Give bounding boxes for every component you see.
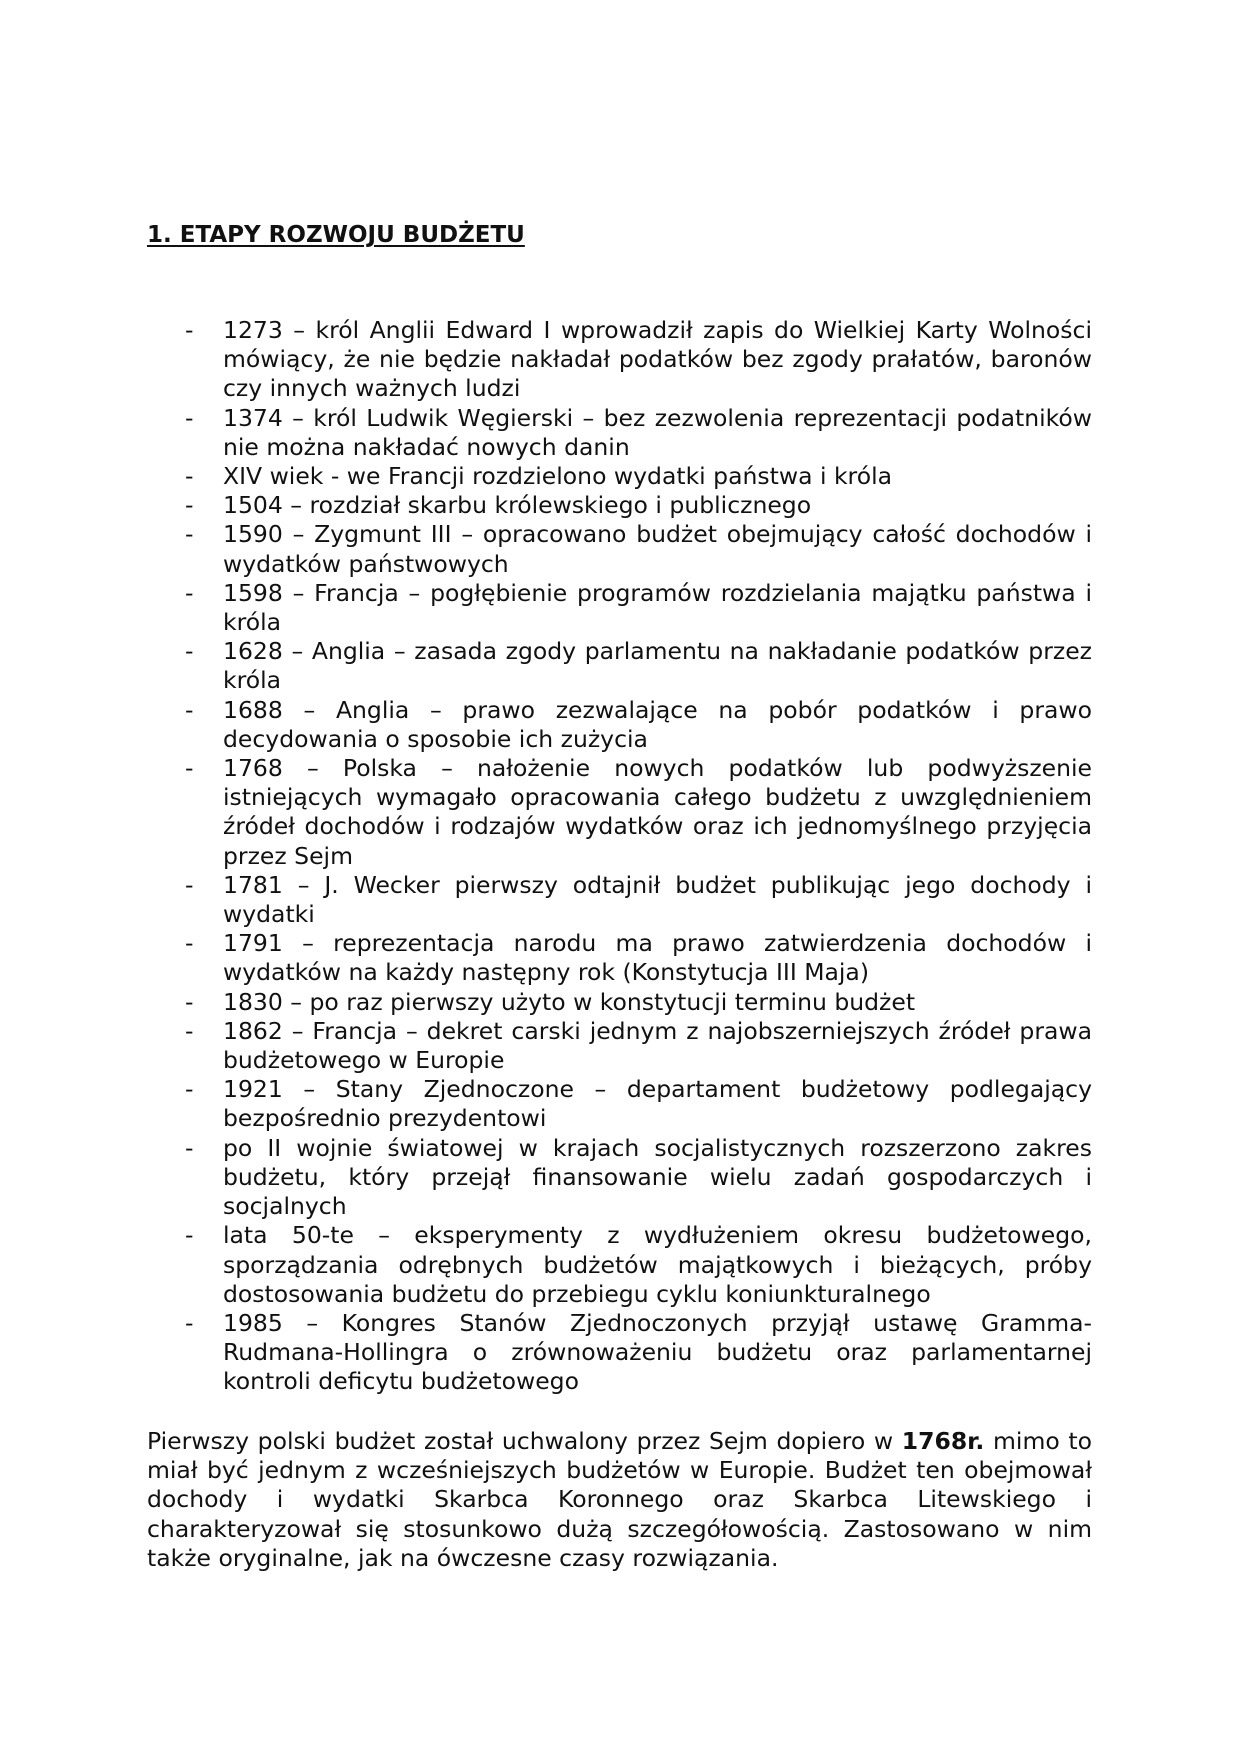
bullet-marker: - bbox=[185, 695, 194, 724]
timeline-item bbox=[185, 637, 1092, 695]
timeline-item-text: 1374 – król Ludwik Węgierski – bez zezwolenia reprezentacji podatników nie można nakładać nowych danin bbox=[223, 403, 1092, 461]
timeline-item-text: 1791 – reprezentacja narodu ma prawo zatwierdzenia dochodów i wydatków na każdy następny rok (Konstytucja III Maja) bbox=[223, 929, 1092, 987]
timeline-item bbox=[185, 1017, 1092, 1075]
bullet-marker: - bbox=[185, 462, 194, 491]
section-heading: 1. ETAPY ROZWOJU BUDŻETU bbox=[147, 222, 525, 248]
timeline-item bbox=[185, 491, 1092, 520]
bullet-marker: - bbox=[185, 1133, 194, 1162]
bullet-marker: - bbox=[185, 637, 194, 666]
timeline-item-text: 1688 – Anglia – prawo zezwalające na pobór podatków i prawo decydowania o sposobie ich zużycia bbox=[223, 695, 1092, 753]
timeline-item-text: XIV wiek - we Francji rozdzielono wydatki państwa i króla bbox=[223, 462, 893, 491]
timeline-item-text: 1830 – po raz pierwszy użyto w konstytucji terminu budżet bbox=[223, 987, 916, 1016]
timeline-item bbox=[185, 1134, 1092, 1222]
timeline-item bbox=[185, 696, 1092, 754]
bullet-marker: - bbox=[185, 316, 194, 344]
timeline-item-text: 1598 – Francja – pogłębienie programów rozdzielania majątku państwa i króla bbox=[223, 578, 1092, 637]
bullet-marker: - bbox=[185, 491, 194, 520]
timeline-item-text: 1768 – Polska – nałożenie nowych podatków lub podwyższenie istniejących wymagało opracowania całego budżetu z uwzględnieniem źródeł dochodów i rodzajów wydatków oraz ich jednomyślnego przyjęcia przez Sejm bbox=[223, 754, 1092, 870]
timeline-item-text: 1590 – Zygmunt III – opracowano budżet obejmujący całość dochodów i wydatków państwowych bbox=[223, 520, 1092, 578]
timeline-item bbox=[185, 462, 1092, 491]
timeline-item-text: 1628 – Anglia – zasada zgody parlamentu na nakładanie podatków przez króla bbox=[223, 637, 1092, 695]
timeline-item bbox=[185, 871, 1092, 929]
timeline-item bbox=[185, 579, 1092, 637]
timeline-item bbox=[185, 316, 1092, 404]
timeline-item bbox=[185, 1221, 1092, 1309]
bullet-marker: - bbox=[185, 578, 194, 607]
timeline-item bbox=[185, 404, 1092, 462]
bullet-marker: - bbox=[185, 1016, 194, 1045]
closing-text-before: Pierwszy polski budżet został uchwalony przez Sejm dopiero w bbox=[147, 1427, 902, 1455]
timeline-item-text: 1862 – Francja – dekret carski jednym z najobszerniejszych źródeł prawa budżetowego w Europie bbox=[223, 1016, 1092, 1075]
timeline-item bbox=[185, 1309, 1092, 1397]
bullet-marker: - bbox=[185, 1221, 194, 1250]
closing-paragraph bbox=[147, 1427, 1092, 1573]
timeline-item bbox=[185, 754, 1092, 871]
timeline-item-text: 1504 – rozdział skarbu królewskiego i publicznego bbox=[223, 491, 812, 520]
timeline-item-text: 1921 – Stany Zjednoczone – departament budżetowy podlegający bezpośrednio prezydentowi bbox=[223, 1075, 1092, 1133]
bullet-marker: - bbox=[185, 520, 194, 549]
timeline-item bbox=[185, 1075, 1092, 1133]
timeline-item-text: lata 50-te – eksperymenty z wydłużeniem okresu budżetowego, sporządzania odrębnych budżetów majątkowych i bieżących, próby dostosowania budżetu do przebiegu cyklu koniunkturalnego bbox=[223, 1221, 1092, 1308]
bullet-marker: - bbox=[185, 870, 194, 899]
timeline-item bbox=[185, 988, 1092, 1017]
timeline-item-text: po II wojnie światowej w krajach socjalistycznych rozszerzono zakres budżetu, który przejął finansowanie wielu zadań gospodarczych i socjalnych bbox=[223, 1133, 1092, 1221]
bullet-marker: - bbox=[185, 754, 194, 783]
bullet-marker: - bbox=[185, 929, 194, 958]
timeline-item-text: 1781 – J. Wecker pierwszy odtajnił budżet publikując jego dochody i wydatki bbox=[223, 870, 1092, 929]
timeline-item-text: 1273 – król Anglii Edward I wprowadził zapis do Wielkiej Karty Wolności mówiący, że nie będzie nakładał podatków bez zgody prałatów, baronów czy innych ważnych ludzi bbox=[223, 316, 1092, 403]
timeline-item-text: 1985 – Kongres Stanów Zjednoczonych przyjął ustawę Gramma-Rudmana-Hollingra o zrównoważeniu budżetu oraz parlamentarnej kontroli deficytu budżetowego bbox=[223, 1308, 1092, 1396]
closing-year-bold: 1768r. bbox=[901, 1427, 985, 1455]
bullet-marker: - bbox=[185, 1075, 194, 1104]
bullet-marker: - bbox=[185, 403, 194, 432]
closing-text-after: mimo to miał być jednym z wcześniejszych budżetów w Europie. Budżet ten obejmował dochody i wydatki Skarbca Koronnego oraz Skarbca Litewskiego i charakteryzował się stosunkowo dużą szczegółowością. Zastosowano w nim także oryginalne, jak na ówczesne czasy rozwiązania. bbox=[147, 1427, 1092, 1572]
bullet-marker: - bbox=[185, 1308, 194, 1337]
bullet-marker: - bbox=[185, 987, 194, 1016]
timeline-item bbox=[185, 929, 1092, 987]
budget-timeline-list bbox=[185, 316, 1092, 1397]
timeline-item bbox=[185, 520, 1092, 578]
